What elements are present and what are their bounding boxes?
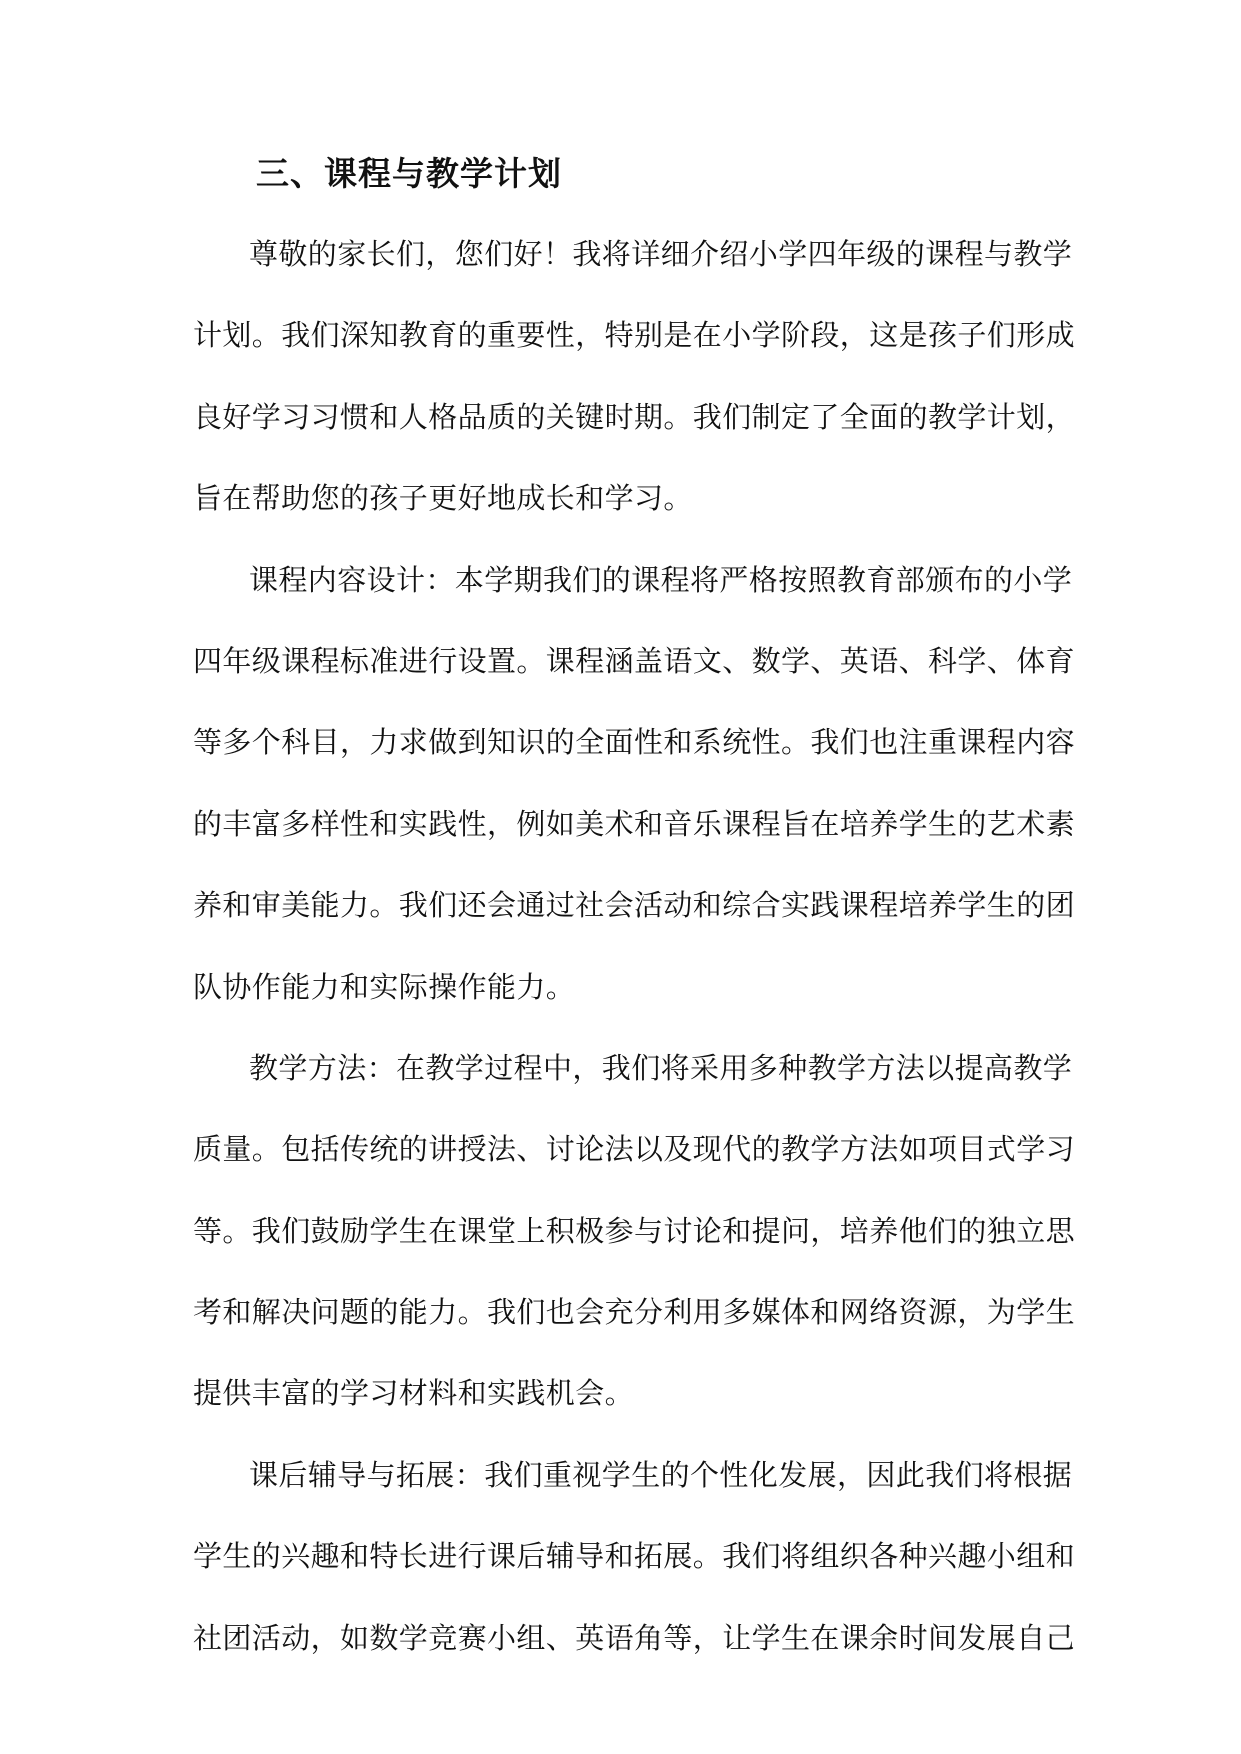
text-line: 课后辅导与拓展：我们重视学生的个性化发展，因此我们将根据 [249,1457,1073,1492]
paragraph [193,552,1076,1040]
paragraph [193,226,1076,552]
text-line: 社团活动，如数学竞赛小组、英语角等，让学生在课余时间发展自己 [193,1620,1076,1655]
text-line: 等。我们鼓励学生在课堂上积极参与讨论和提问，培养他们的独立思 [193,1213,1076,1248]
text-line: 旨在帮助您的孩子更好地成长和学习。 [193,481,693,516]
text-line: 提供丰富的学习材料和实践机会。 [193,1376,635,1411]
text-line: 学生的兴趣和特长进行课后辅导和拓展。我们将组织各种兴趣小组和 [193,1539,1076,1574]
text-line: 队协作能力和实际操作能力。 [193,969,576,1004]
text-line: 养和审美能力。我们还会通过社会活动和综合实践课程培养学生的团 [193,888,1076,923]
paragraph [193,1040,1076,1447]
text-line: 质量。包括传统的讲授法、讨论法以及现代的教学方法如项目式学习 [193,1132,1076,1167]
text-line: 考和解决问题的能力。我们也会充分利用多媒体和网络资源，为学生 [193,1295,1076,1330]
text-line: 四年级课程标准进行设置。课程涵盖语文、数学、英语、科学、体育 [193,643,1076,678]
text-line: 良好学习习惯和人格品质的关键时期。我们制定了全面的教学计划， [193,399,1076,434]
text-line: 的丰富多样性和实践性，例如美术和音乐课程旨在培养学生的艺术素 [193,806,1076,841]
paragraph [193,1447,1076,1691]
text-line: 计划。我们深知教育的重要性，特别是在小学阶段，这是孩子们形成 [193,318,1076,353]
text-line: 教学方法：在教学过程中，我们将采用多种教学方法以提高教学 [249,1050,1073,1085]
text-line: 课程内容设计：本学期我们的课程将严格按照教育部颁布的小学 [249,562,1073,597]
text-line: 尊敬的家长们，您们好！我将详细介绍小学四年级的课程与教学 [249,237,1073,271]
document-body [193,226,1076,1691]
text-line: 等多个科目，力求做到知识的全面性和系统性。我们也注重课程内容 [193,725,1076,760]
section-heading: 三、课程与教学计划 [256,154,562,193]
